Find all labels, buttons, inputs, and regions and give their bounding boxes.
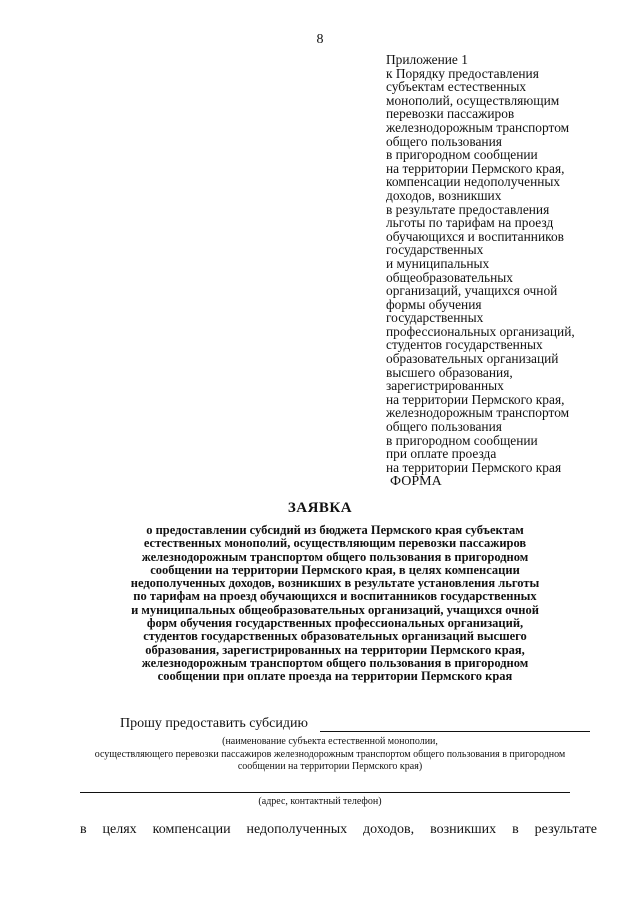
subtitle-line: железнодорожным транспортом общего пользования в пригородном	[141, 549, 529, 564]
subject-name-field-caption	[60, 736, 600, 774]
subtitle-line: студентов государственных образовательных организаций высшего	[143, 629, 527, 644]
appendix-line: железнодорожным транспортом	[386, 405, 570, 421]
address-phone-field-caption: (адрес, контактный телефон)	[258, 796, 382, 807]
caption-line: сообщении на территории Пермского края)	[237, 761, 423, 772]
appendix-line: зарегистрированных	[386, 378, 504, 394]
appendix-line: в результате предоставления	[386, 201, 550, 217]
appendix-line: общеобразовательных	[386, 269, 514, 285]
caption-line: (наименование субъекта естественной монополии,	[222, 736, 438, 747]
appendix-line: доходов, возникших	[386, 187, 502, 203]
subtitle-line: о предоставлении субсидий из бюджета Пермского края субъектам	[146, 523, 524, 537]
document-title: ЗАЯВКА	[287, 500, 353, 516]
form-label: ФОРМА	[390, 474, 442, 489]
appendix-line: компенсации недополученных	[386, 174, 561, 190]
subtitle-line: образования, зарегистрированных на территории Пермского края,	[145, 642, 525, 657]
appendix-line: студентов государственных	[386, 337, 543, 353]
subtitle-line: железнодорожным транспортом общего пользования в пригородном	[141, 655, 529, 670]
appendix-line: формы обучения	[386, 296, 482, 312]
address-phone-field[interactable]	[80, 792, 570, 793]
subtitle-line: по тарифам на проезд обучающихся и воспитанников государственных	[133, 589, 537, 604]
appendix-line: Приложение 1	[386, 52, 468, 67]
appendix-header	[386, 53, 626, 474]
appendix-line: и муниципальных	[386, 255, 490, 271]
appendix-line: государственных	[386, 242, 484, 258]
appendix-line: льготы по тарифам на проезд	[386, 215, 554, 231]
caption-line: осуществляющего перевозки пассажиров железнодорожным транспортом общего пользования в пригородном	[94, 748, 566, 760]
appendix-line: профессиональных организаций,	[386, 323, 575, 339]
appendix-line: на территории Пермского края,	[386, 160, 565, 176]
subtitle-line: сообщении при оплате проезда на территории Пермского края	[157, 669, 513, 684]
appendix-line: организаций, учащихся очной	[386, 283, 558, 299]
appendix-line: в пригородном сообщении	[386, 432, 538, 448]
subtitle-line: форм обучения государственных профессиональных организаций,	[146, 616, 524, 631]
appendix-line: обучающихся и воспитанников	[386, 228, 564, 244]
appendix-line: перевозки пассажиров	[386, 106, 515, 122]
appendix-line: государственных	[386, 310, 484, 326]
appendix-line: железнодорожным транспортом	[386, 119, 570, 135]
subject-name-field[interactable]	[320, 731, 590, 732]
subtitle-line: и муниципальных общеобразовательных организаций, учащихся очной	[131, 602, 539, 617]
body-text: в целях компенсации недополученных доходов, возникших в результате	[80, 822, 597, 837]
appendix-line: на территории Пермского края	[386, 459, 562, 475]
appendix-line: монополий, осуществляющим	[386, 92, 560, 108]
appendix-line: к Порядку предоставления	[386, 65, 539, 81]
appendix-line: на территории Пермского края,	[386, 391, 565, 407]
appendix-line: при оплате проезда	[386, 446, 497, 462]
document-subtitle	[80, 524, 590, 684]
appendix-line: общего пользования	[386, 419, 502, 435]
subtitle-line: естественных монополий, осуществляющим перевозки пассажиров	[143, 536, 527, 551]
appendix-line: общего пользования	[386, 133, 502, 149]
request-text: Прошу предоставить субсидию	[120, 716, 308, 731]
page-number: 8	[316, 32, 324, 47]
subtitle-line: недополученных доходов, возникших в результате установления льготы	[130, 576, 540, 591]
subtitle-line: сообщении на территории Пермского края, в целях компенсации	[150, 562, 520, 577]
appendix-line: субъектам естественных	[386, 79, 527, 95]
appendix-line: в пригородном сообщении	[386, 147, 538, 163]
appendix-line: образовательных организаций	[386, 351, 559, 367]
appendix-line: высшего образования,	[386, 364, 513, 380]
